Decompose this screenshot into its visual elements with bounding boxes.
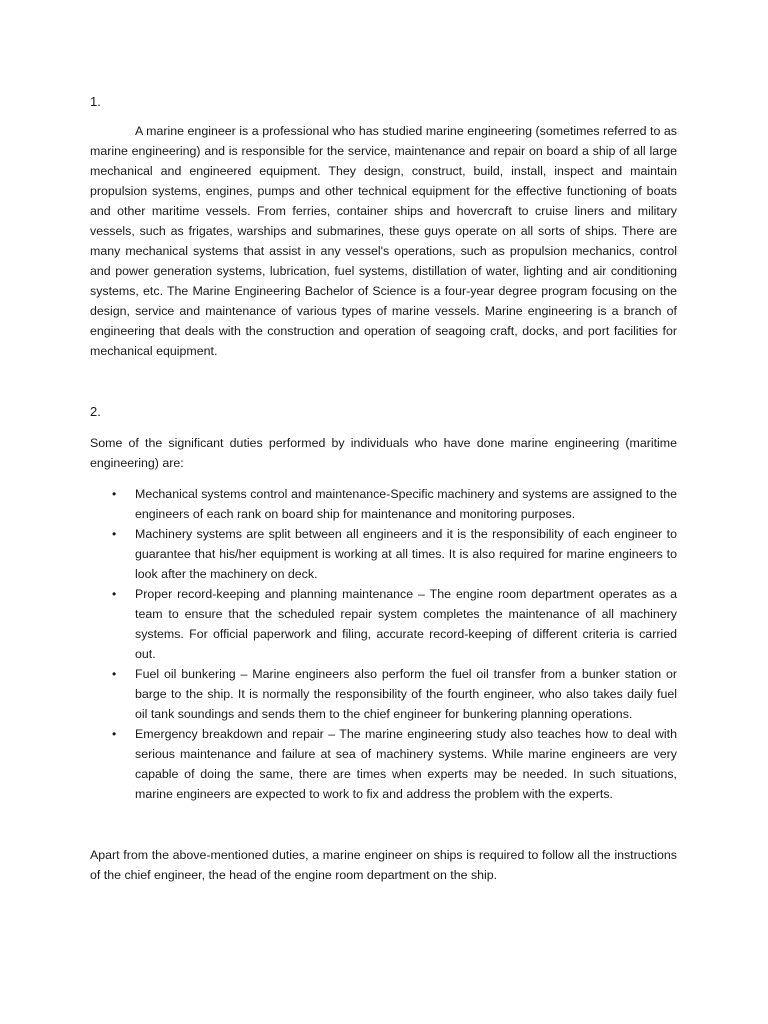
- duty-text: Machinery systems are split between all engineers and it is the responsibility of each engineer to guarantee that his/her equipment is working at all times. It is also required for marine engineers to look after the machinery on deck.: [135, 527, 677, 581]
- bullet-icon: •: [112, 527, 117, 541]
- bullet-icon: •: [112, 487, 117, 501]
- duty-item: [90, 524, 677, 584]
- duty-item: [90, 584, 677, 664]
- duty-item: [90, 724, 677, 804]
- section-1-paragraph: A marine engineer is a professional who has studied marine engineering (sometimes referred to as marine engineering) and is responsible for the service, maintenance and repair on board a ship of all large mechanical and engineered equipment. They design, construct, build, install, inspect and maintain propulsion systems, engines, pumps and other technical equipment for the effective functioning of boats and other maritime vessels. From ferries, container ships and hovercraft to cruise liners and military vessels, such as frigates, warships and submarines, these guys operate on all sorts of ships. There are many mechanical systems that assist in any vessel's operations, such as propulsion mechanics, control and power generation systems, lubrication, fuel systems, distillation of water, lighting and air conditioning systems, etc. The Marine Engineering Bachelor of Science is a four-year degree program focusing on the design, service and maintenance of various types of marine vessels. Marine engineering is a branch of engineering that deals with the construction and operation of seagoing craft, docks, and port facilities for mechanical equipment.: [90, 124, 677, 358]
- bullet-icon: •: [112, 587, 117, 601]
- section-1-number: 1.: [90, 94, 101, 109]
- duty-item: [90, 484, 677, 524]
- section-2-closing: Apart from the above-mentioned duties, a marine engineer on ships is required to follow all the instructions of the chief engineer, the head of the engine room department on the ship.: [90, 848, 677, 882]
- duties-list: [90, 484, 677, 804]
- bullet-icon: •: [112, 727, 117, 741]
- duty-text: Proper record-keeping and planning maintenance – The engine room department operates as a team to ensure that the scheduled repair system completes the maintenance of all machinery systems. For official paperwork and filing, accurate record-keeping of different criteria is carried out.: [135, 587, 677, 661]
- duty-text: Fuel oil bunkering – Marine engineers also perform the fuel oil transfer from a bunker station or barge to the ship. It is normally the responsibility of the fourth engineer, who also takes daily fuel oil tank soundings and sends them to the chief engineer for bunkering planning operations.: [135, 667, 677, 721]
- bullet-icon: •: [112, 667, 117, 681]
- duty-text: Mechanical systems control and maintenance-Specific machinery and systems are assigned to the engineers of each rank on board ship for maintenance and monitoring purposes.: [135, 487, 677, 521]
- section-2-number: 2.: [90, 404, 101, 419]
- duty-text: Emergency breakdown and repair – The marine engineering study also teaches how to deal with serious maintenance and failure at sea of machinery systems. While marine engineers are very capable of doing the same, there are times when experts may be needed. In such situations, marine engineers are expected to work to fix and address the problem with the experts.: [135, 727, 677, 801]
- section-2-intro: Some of the significant duties performed by individuals who have done marine engineering (maritime engineering) are:: [90, 436, 677, 470]
- duty-item: [90, 664, 677, 724]
